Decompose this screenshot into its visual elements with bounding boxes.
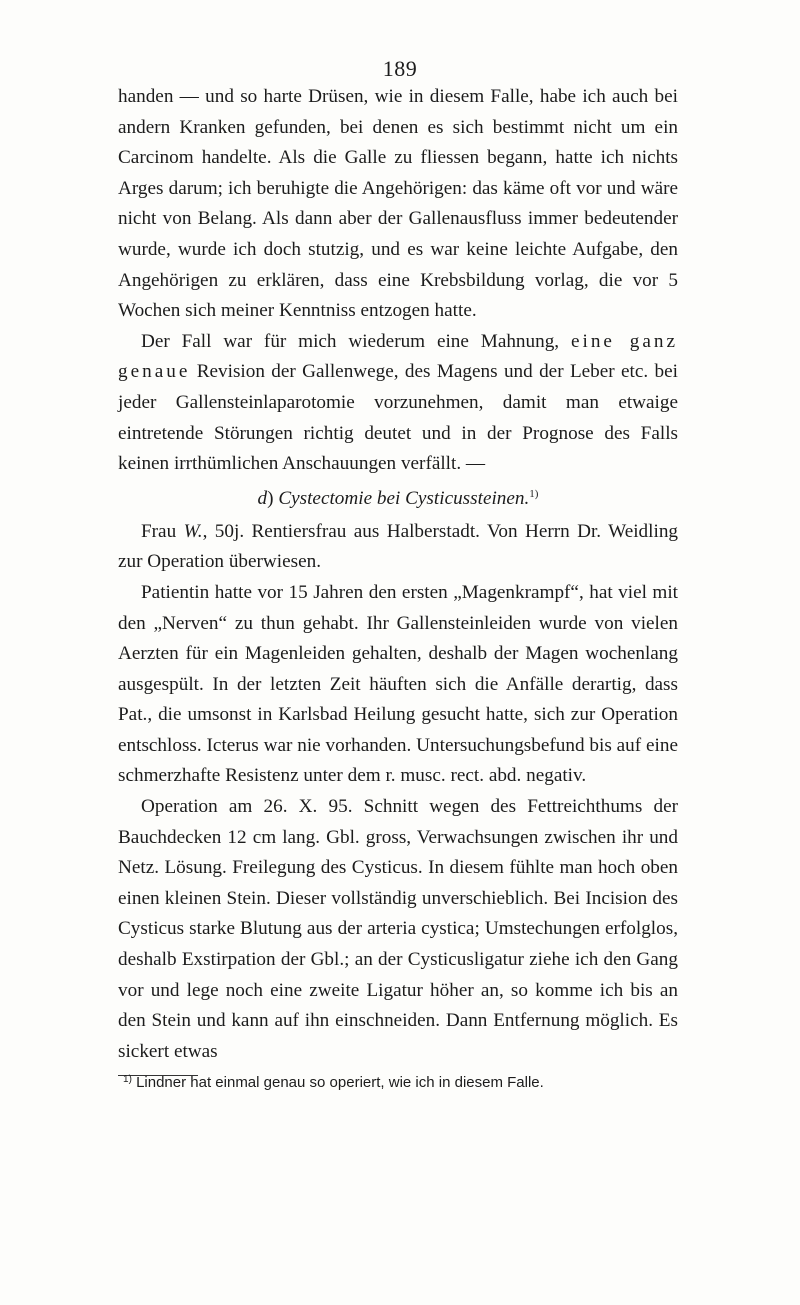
footnote-reference-paren: ) (534, 487, 539, 500)
paragraph-3-a: Frau (141, 520, 184, 542)
section-title: Cystectomie bei Cysticussteinen. (273, 487, 530, 509)
footnote-reference[interactable] (529, 488, 538, 500)
footnote (123, 1072, 683, 1094)
footnote-text: Lindner hat einmal genau so operiert, wie ich in diesem Falle. (131, 1074, 544, 1091)
patient-initial: W. (183, 520, 203, 542)
paragraph-2-start: Der Fall war für mich wiederum eine Mahnung, (141, 330, 571, 352)
paragraph-3 (118, 517, 678, 578)
footnote-reference-mark: 1 (529, 487, 535, 500)
paragraph-2 (118, 327, 678, 480)
footnote-mark-paren: ) (128, 1074, 132, 1085)
paragraph-1: handen — und so harte Drüsen, wie in diesem Falle, habe ich auch bei andern Kranken gefunden, bei denen es sich bestimmt nicht um ein Carcinom handelte. Als die Galle zu fliessen begann, hatte ich nichts Arges darum; ich beruhigte die Angehörigen: das käme oft vor und wäre nicht von Belang. Als dann aber der Gallenausfluss immer bedeutender wurde, wurde ich doch stutzig, und es war keine leichte Aufgabe, den Angehörigen zu erklären, dass eine Krebsbildung vorlag, die vor 5 Wochen sich meiner Kenntniss entzogen hatte. (118, 86, 678, 322)
page-number: 189 (382, 56, 418, 81)
paragraph-4: Patientin hatte vor 15 Jahren den ersten „Magenkrampf“, hat viel mit den „Nerven“ zu thun gehabt. Ihr Gallensteinleiden wurde von vielen Aerzten für ein Magenleiden gehalten, deshalb der Magen wochenlang ausgespült. In der letzten Zeit häuften sich die Anfälle derartig, dass Pat., die umsonst in Karlsbad Heilung gesucht hatte, sich zur Operation entschloss. Icterus war nie vorhanden. Untersuchungsbefund bis auf eine schmerzhafte Resistenz unter dem r. musc. rect. abd. negativ. (118, 581, 678, 787)
footnote-mark (123, 1074, 132, 1085)
main-text (118, 82, 678, 1067)
section-letter: d (257, 487, 268, 509)
section-heading (118, 480, 678, 517)
spaced-emphasis: eine ganz genaue (118, 330, 678, 383)
section-letter-paren: ) (267, 487, 274, 509)
paragraph-2-end: Revision der Gallenwege, des Magens und der Leber etc. bei jeder Gallensteinlaparotomie vorzunehmen, damit man etwaige eintretende Störungen richtig deutet und in der Prognose des Falls keinen irrthümlichen Anschauungen verfällt. — (118, 361, 678, 475)
footnote-mark-number: 1 (123, 1074, 129, 1085)
paragraph-3-b: , 50j. Rentiersfrau aus Halberstadt. Von Herrn Dr. Weidling zur Operation überwiesen. (118, 520, 679, 573)
paragraph-5: Operation am 26. X. 95. Schnitt wegen des Fettreichthums der Bauchdecken 12 cm lang. Gbl. gross, Verwachsungen zwischen ihr und Netz. Lösung. Freilegung des Cysticus. In diesem fühlte man hoch oben einen kleinen Stein. Dieser vollständig unverschieblich. Bei Incision des Cysticus starke Blutung aus der arteria cystica; Umstechungen erfolglos, deshalb Exstirpation der Gbl.; an der Cysticusligatur ziehe ich den Gang vor und lege noch eine zweite Ligatur höher an, so komme ich bis an den Stein und kann auf ihn einschneiden. Dann Entfernung möglich. Es sickert etwas (118, 796, 678, 1062)
